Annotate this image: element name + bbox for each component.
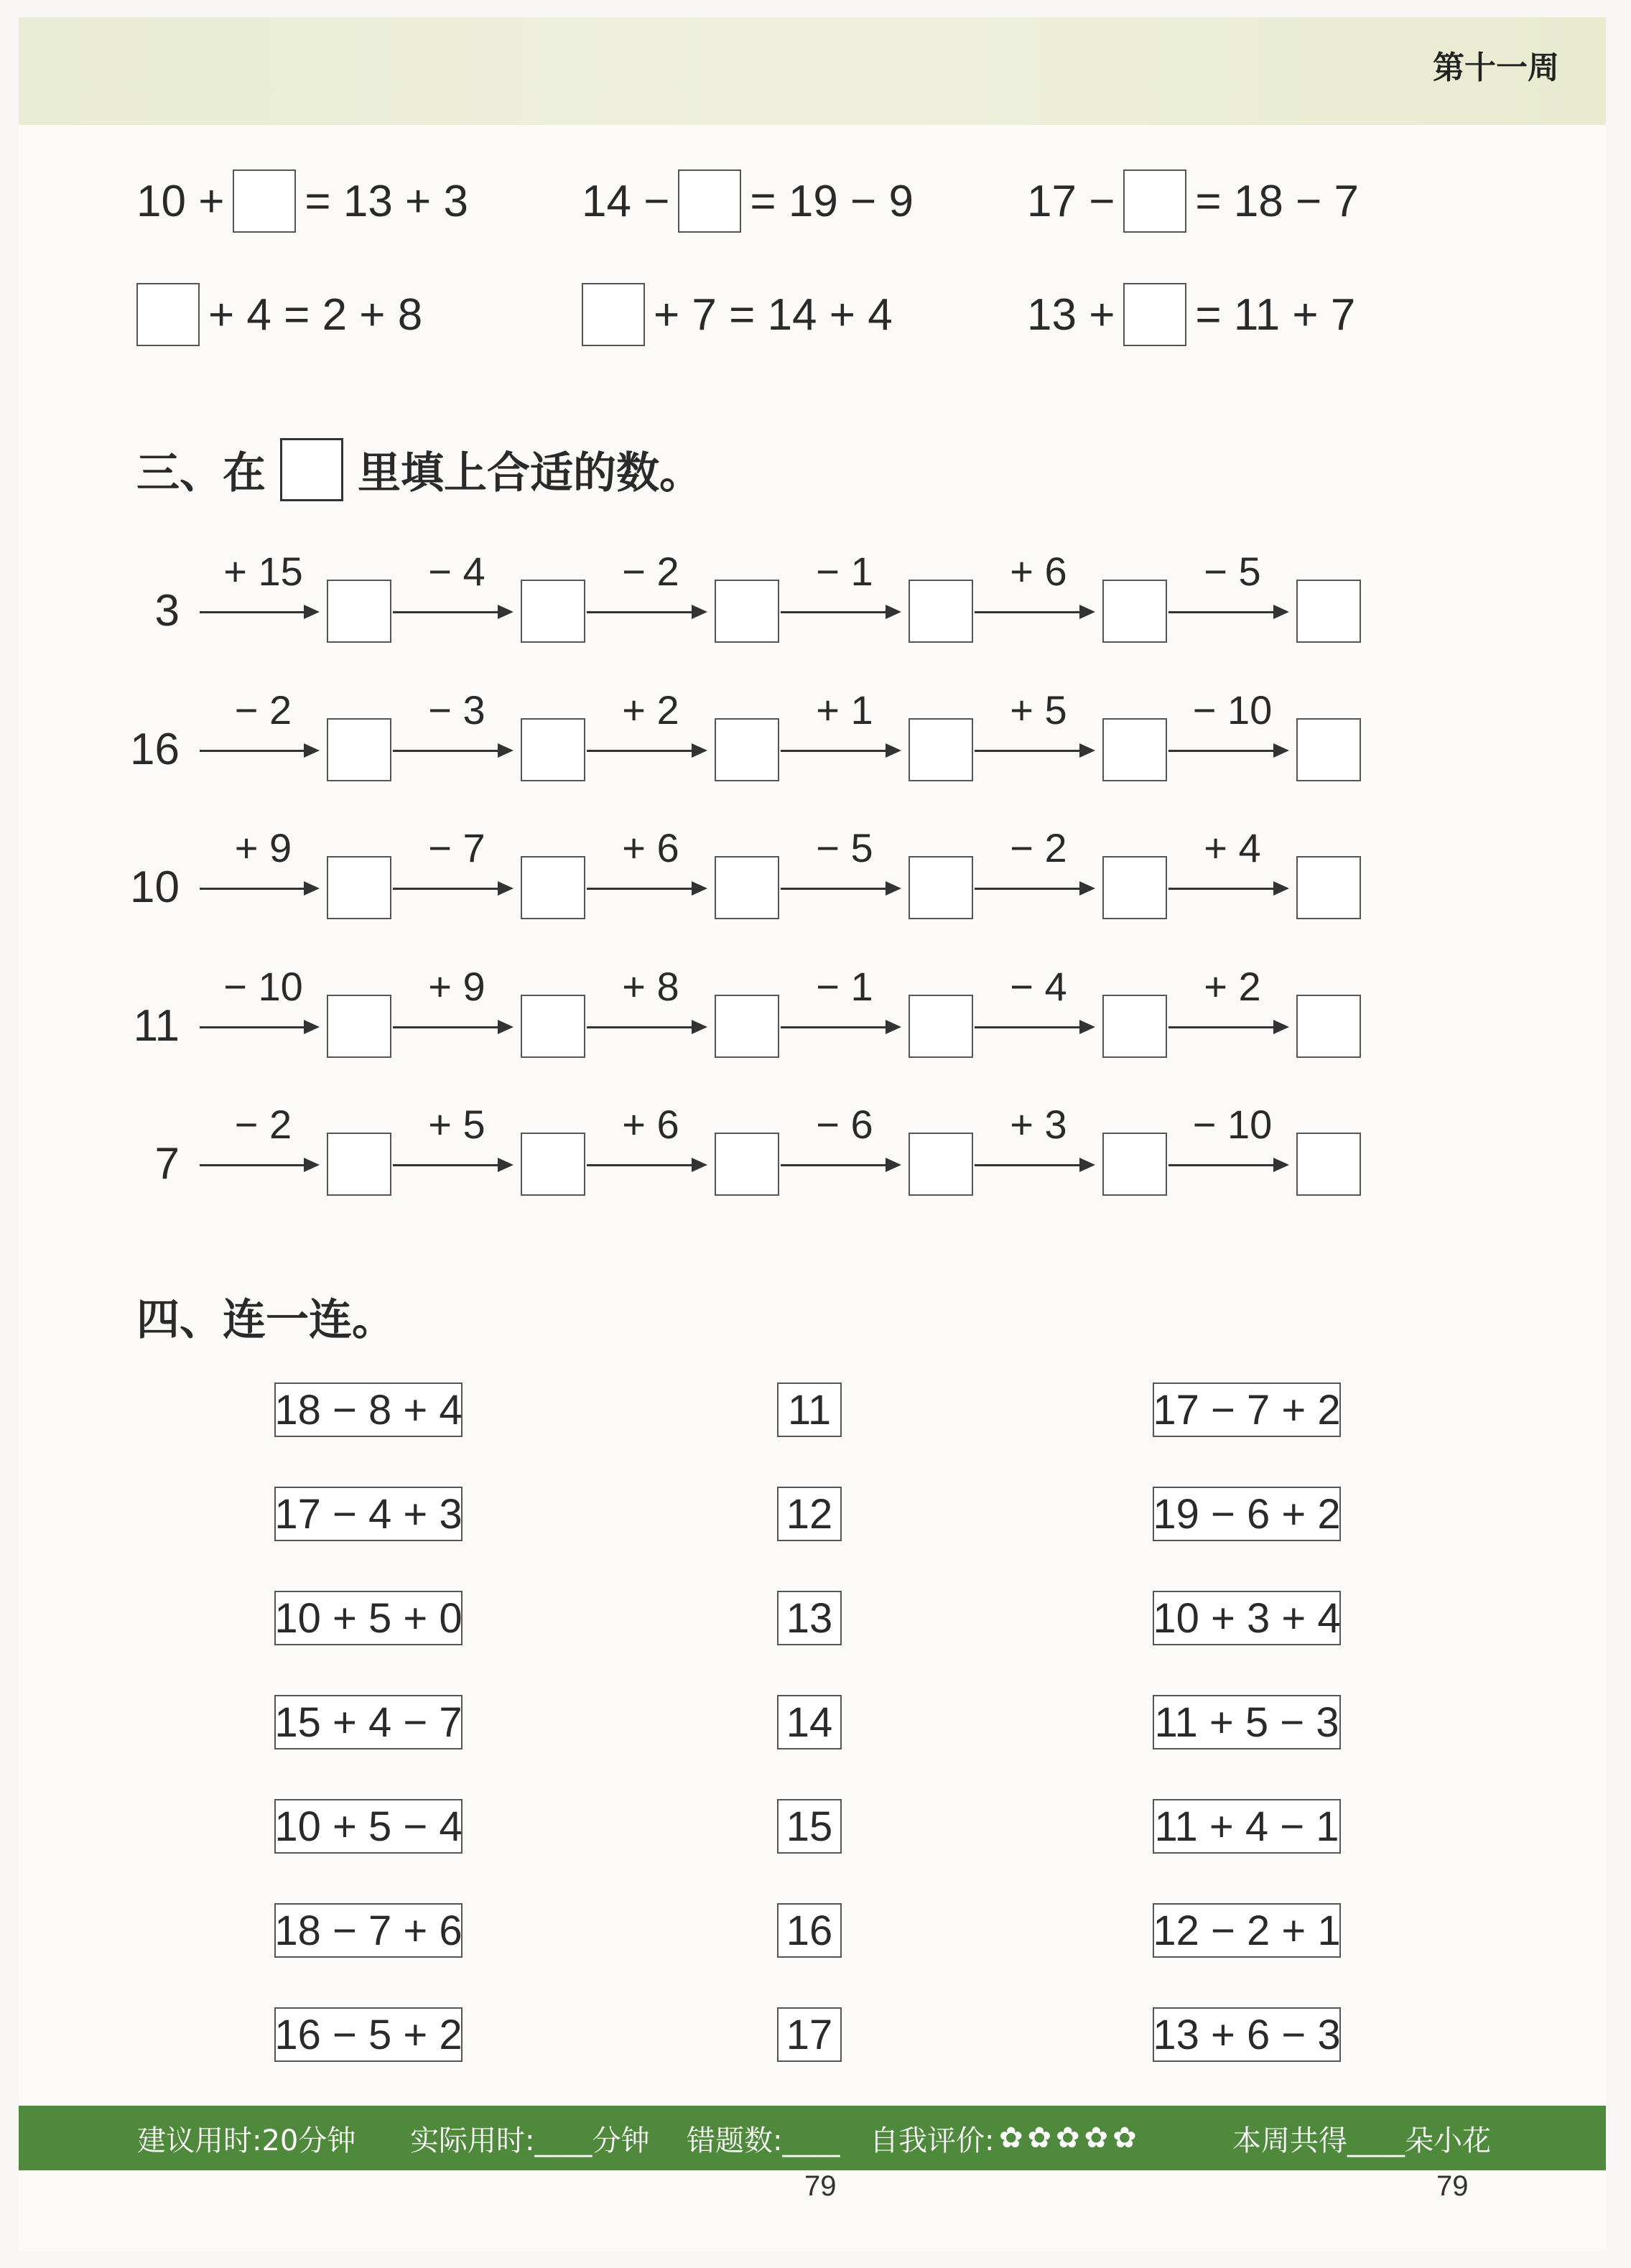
arrow [587,750,705,752]
section4-title: 四、连一连。 [136,1295,395,1345]
chain-operation: + 2 [622,687,679,733]
chain-operation: − 4 [1010,964,1067,1009]
answer-box[interactable] [1123,169,1186,233]
chain-answer-box[interactable] [1296,718,1361,781]
footer-actual-time: 实际用时:____分钟 [410,2124,650,2157]
match-left-expression[interactable]: 10 + 5 − 4 [274,1799,463,1854]
match-middle-number[interactable]: 17 [777,2007,842,2062]
chain-answer-box[interactable] [1102,718,1167,781]
arrow [1168,1164,1286,1166]
match-left-expression[interactable]: 18 − 7 + 6 [274,1903,463,1958]
equation-3 [1027,167,1359,236]
answer-box[interactable] [136,283,200,346]
arrow [200,1026,317,1028]
chain-operation: − 2 [234,687,292,733]
chain-operation: + 4 [1204,825,1261,870]
arrow [781,1026,898,1028]
equation-right: = 19 − 9 [750,176,914,226]
answer-box[interactable] [582,283,645,346]
arrow [975,750,1092,752]
chain-answer-box[interactable] [909,718,973,781]
footer-errors: 错题数:____ [687,2124,840,2157]
match-left-expression[interactable]: 16 − 5 + 2 [274,2007,463,2062]
equation-right: + 7 = 14 + 4 [654,289,893,340]
equation-right: = 11 + 7 [1195,289,1356,340]
chain-answer-box[interactable] [909,580,973,643]
equation-left: 10 + [136,176,225,226]
chain-answer-box[interactable] [715,856,779,919]
arrow [587,888,705,890]
chain-answer-box[interactable] [909,856,973,919]
header-band [19,17,1606,125]
chain-answer-box[interactable] [1296,1133,1361,1196]
chain-operation: − 2 [1010,825,1067,870]
arrow [200,611,317,613]
arrow [587,1026,705,1028]
match-middle-number[interactable]: 11 [777,1382,842,1437]
equation-4 [136,280,422,349]
chain-operation: − 10 [1192,687,1273,733]
week-label: 第十一周 [1433,50,1559,86]
chain-answer-box[interactable] [715,995,779,1058]
arrow [200,1164,317,1166]
match-right-expression[interactable]: 10 + 3 + 4 [1153,1591,1341,1645]
chain-answer-box[interactable] [1296,995,1361,1058]
arrow [393,1026,511,1028]
chain-start-number: 11 [133,1001,180,1051]
section3-suffix: 里填上合适的数。 [358,448,702,498]
footer-self-eval: 自我评价: [870,2124,995,2157]
arrow [781,888,898,890]
section3-prefix: 三、在 [136,448,266,498]
match-middle-number[interactable]: 14 [777,1695,842,1749]
chain-operation: − 4 [428,549,485,594]
page-number-right: 79 [1436,2170,1469,2202]
chain-answer-box[interactable] [715,1133,779,1196]
footer-band [19,2106,1606,2170]
page-number-center: 79 [804,2170,837,2202]
chain-answer-box[interactable] [521,718,585,781]
match-right-expression[interactable]: 13 + 6 − 3 [1153,2007,1341,2062]
match-right-expression[interactable]: 17 − 7 + 2 [1153,1382,1341,1437]
chain-answer-box[interactable] [715,718,779,781]
match-middle-number[interactable]: 15 [777,1799,842,1854]
chain-operation: + 15 [223,549,303,594]
arrow [975,888,1092,890]
chain-answer-box[interactable] [521,1133,585,1196]
chain-answer-box[interactable] [327,718,391,781]
match-middle-number[interactable]: 12 [777,1487,842,1541]
chain-operation: − 2 [234,1102,292,1147]
arrow [200,750,317,752]
equation-right: = 13 + 3 [305,176,468,226]
title-sample-box [280,438,343,501]
section3-title [136,438,702,501]
match-middle-number[interactable]: 13 [777,1591,842,1645]
footer-total: 本周共得____朵小花 [1232,2124,1491,2157]
equation-6 [1027,280,1355,349]
chain-operation: + 5 [428,1102,485,1147]
answer-box[interactable] [233,169,296,233]
match-right-expression[interactable]: 11 + 5 − 3 [1153,1695,1341,1749]
chain-operation: − 7 [428,825,485,870]
equation-left: 13 + [1027,289,1115,340]
chain-operation: − 1 [816,964,873,1009]
chain-start-number: 16 [130,725,180,774]
chain-answer-box[interactable] [327,1133,391,1196]
match-left-expression[interactable]: 18 − 8 + 4 [274,1382,463,1437]
equation-right: + 4 = 2 + 8 [208,289,423,340]
chain-operation: + 8 [622,964,679,1009]
equation-5 [582,280,893,349]
chain-operation: + 9 [428,964,485,1009]
chain-start-number: 10 [130,863,180,912]
arrow [587,1164,705,1166]
chain-operation: − 6 [816,1102,873,1147]
chain-operation: − 3 [428,687,485,733]
match-right-expression[interactable]: 12 − 2 + 1 [1153,1903,1341,1958]
equation-1 [136,167,468,236]
chain-answer-box[interactable] [715,580,779,643]
arrow [975,611,1092,613]
chain-start-number: 7 [154,1139,180,1189]
chain-operation: − 1 [816,549,873,594]
chain-operation: + 9 [234,825,292,870]
arrow [1168,888,1286,890]
chain-answer-box[interactable] [1102,856,1167,919]
chain-answer-box[interactable] [327,580,391,643]
equation-left: 14 − [582,176,670,226]
chain-answer-box[interactable] [327,995,391,1058]
chain-operation: + 3 [1010,1102,1067,1147]
chain-operation: − 10 [1192,1102,1273,1147]
chain-answer-box[interactable] [1296,856,1361,919]
arrow [975,1026,1092,1028]
arrow [393,1164,511,1166]
chain-answer-box[interactable] [521,856,585,919]
chain-operation: + 2 [1204,964,1261,1009]
chain-operation: + 1 [816,687,873,733]
arrow [1168,750,1286,752]
flower-rating-icons: ✿✿✿✿✿ [999,2121,1141,2155]
footer-suggested-time: 建议用时:20分钟 [137,2124,356,2157]
arrow [200,888,317,890]
chain-operation: + 6 [1010,549,1067,594]
answer-box[interactable] [1123,283,1186,346]
chain-operation: − 5 [816,825,873,870]
match-right-expression[interactable]: 11 + 4 − 1 [1153,1799,1341,1854]
chain-operation: − 10 [223,964,303,1009]
chain-operation: + 5 [1010,687,1067,733]
chain-answer-box[interactable] [1102,995,1167,1058]
match-middle-number[interactable]: 16 [777,1903,842,1958]
match-left-expression[interactable]: 10 + 5 + 0 [274,1591,463,1645]
arrow [393,750,511,752]
chain-answer-box[interactable] [909,995,973,1058]
arrow [781,1164,898,1166]
match-right-expression[interactable]: 19 − 6 + 2 [1153,1487,1341,1541]
chain-start-number: 3 [154,586,180,636]
answer-box[interactable] [678,169,741,233]
equation-left: 17 − [1027,176,1115,226]
arrow [1168,611,1286,613]
arrow [393,888,511,890]
chain-answer-box[interactable] [327,856,391,919]
arrow [781,750,898,752]
chain-operation: − 5 [1204,549,1261,594]
chain-operation: − 2 [622,549,679,594]
equation-2 [582,167,914,236]
chain-answer-box[interactable] [1102,1133,1167,1196]
chain-operation: + 6 [622,1102,679,1147]
arrow [1168,1026,1286,1028]
arrow [587,611,705,613]
match-left-expression[interactable]: 15 + 4 − 7 [274,1695,463,1749]
chain-answer-box[interactable] [909,1133,973,1196]
arrow [975,1164,1092,1166]
arrow [781,611,898,613]
chain-answer-box[interactable] [1102,580,1167,643]
chain-operation: + 6 [622,825,679,870]
chain-answer-box[interactable] [521,580,585,643]
chain-answer-box[interactable] [521,995,585,1058]
chain-answer-box[interactable] [1296,580,1361,643]
match-left-expression[interactable]: 17 − 4 + 3 [274,1487,463,1541]
equation-right: = 18 − 7 [1195,176,1359,226]
arrow [393,611,511,613]
